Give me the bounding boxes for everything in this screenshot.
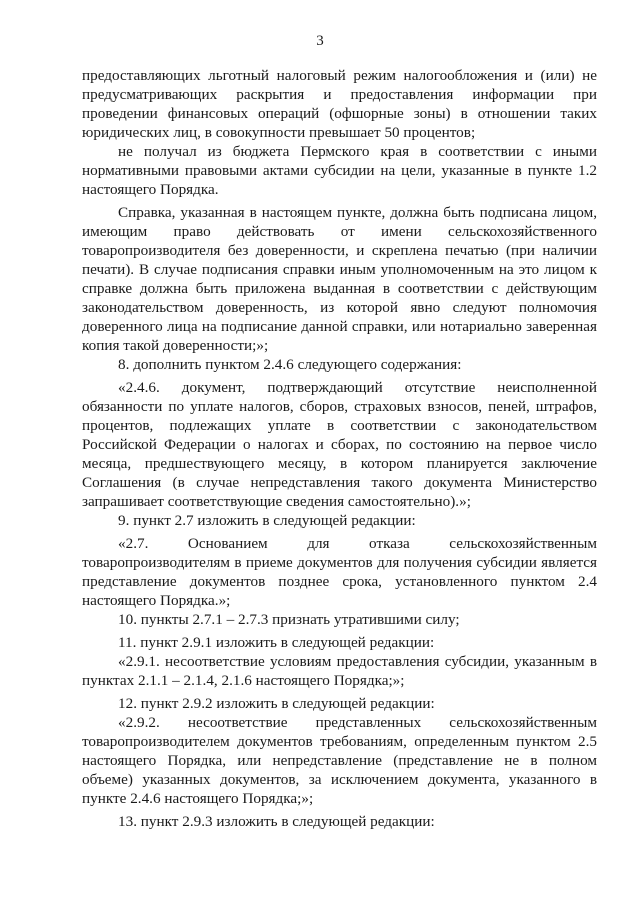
paragraph-1: предоставляющих льготный налоговый режим налогообложения и (или) не предусматривающих раскрытия и предоставления информации при проведении финансовых операций (офшорные зоны) в отношении таких юридических лиц, в совокупности превышает 50 процентов;: [82, 67, 597, 141]
paragraph-12: «2.9.2. несоответствие представленных сельскохозяйственным товаропроизводителем документов требованиям, определенным пунктом 2.5 настоящего Порядка, или непредставление (представление не в полном объеме) указанных документов, за исключением документа, указанного в пункте 2.4.6 настоящего Порядка;»;: [82, 714, 597, 807]
paragraph-7: «2.7. Основанием для отказа сельскохозяйственным товаропроизводителям в приеме документов для получения субсидии является представление документов позднее срока, установленного пунктом 2.4 настоящего Порядка.»;: [82, 535, 597, 609]
paragraph-13: 13. пункт 2.9.3 изложить в следующей редакции:: [118, 813, 435, 830]
paragraph-2: не получал из бюджета Пермского края в соответствии с иными нормативными правовыми актами субсидии на цели, указанные в пункте 1.2 настоящего Порядка.: [82, 143, 597, 198]
document-body: [82, 66, 597, 831]
paragraph-9: 11. пункт 2.9.1 изложить в следующей редакции:: [118, 634, 435, 651]
paragraph-5: «2.4.6. документ, подтверждающий отсутствие неисполненной обязанности по уплате налогов, сборов, страховых взносов, пеней, штрафов, процентов, подлежащих уплате в соответствии с законодательством Российской Федерации о налогах и сборах, по состоянию на первое число месяца, предшествующего месяцу, в котором планируется заключение Соглашения (в случае непредставления такого документа Министерство запрашивает соответствующие сведения самостоятельно).»;: [82, 379, 597, 510]
paragraph-6: 9. пункт 2.7 изложить в следующей редакции:: [118, 512, 416, 529]
paragraph-10: «2.9.1. несоответствие условиям предоставления субсидии, указанным в пунктах 2.1.1 – 2.1.4, 2.1.6 настоящего Порядка;»;: [82, 653, 597, 689]
paragraph-8: 10. пункты 2.7.1 – 2.7.3 признать утратившими силу;: [118, 611, 460, 628]
paragraph-4: 8. дополнить пунктом 2.4.6 следующего содержания:: [118, 356, 462, 373]
page-number: 3: [316, 33, 324, 49]
paragraph-11: 12. пункт 2.9.2 изложить в следующей редакции:: [118, 695, 435, 712]
paragraph-3: Справка, указанная в настоящем пункте, должна быть подписана лицом, имеющим право действовать от имени сельскохозяйственного товаропроизводителя без доверенности, и скреплена печатью (при наличии печати). В случае подписания справки иным уполномоченным на это лицом к справке должна быть приложена выданная в соответствии с действующим законодательством доверенность, из которой явно следуют полномочия доверенного лица на подписание данной справки, или нотариально заверенная копия такой доверенности;»;: [82, 204, 597, 354]
